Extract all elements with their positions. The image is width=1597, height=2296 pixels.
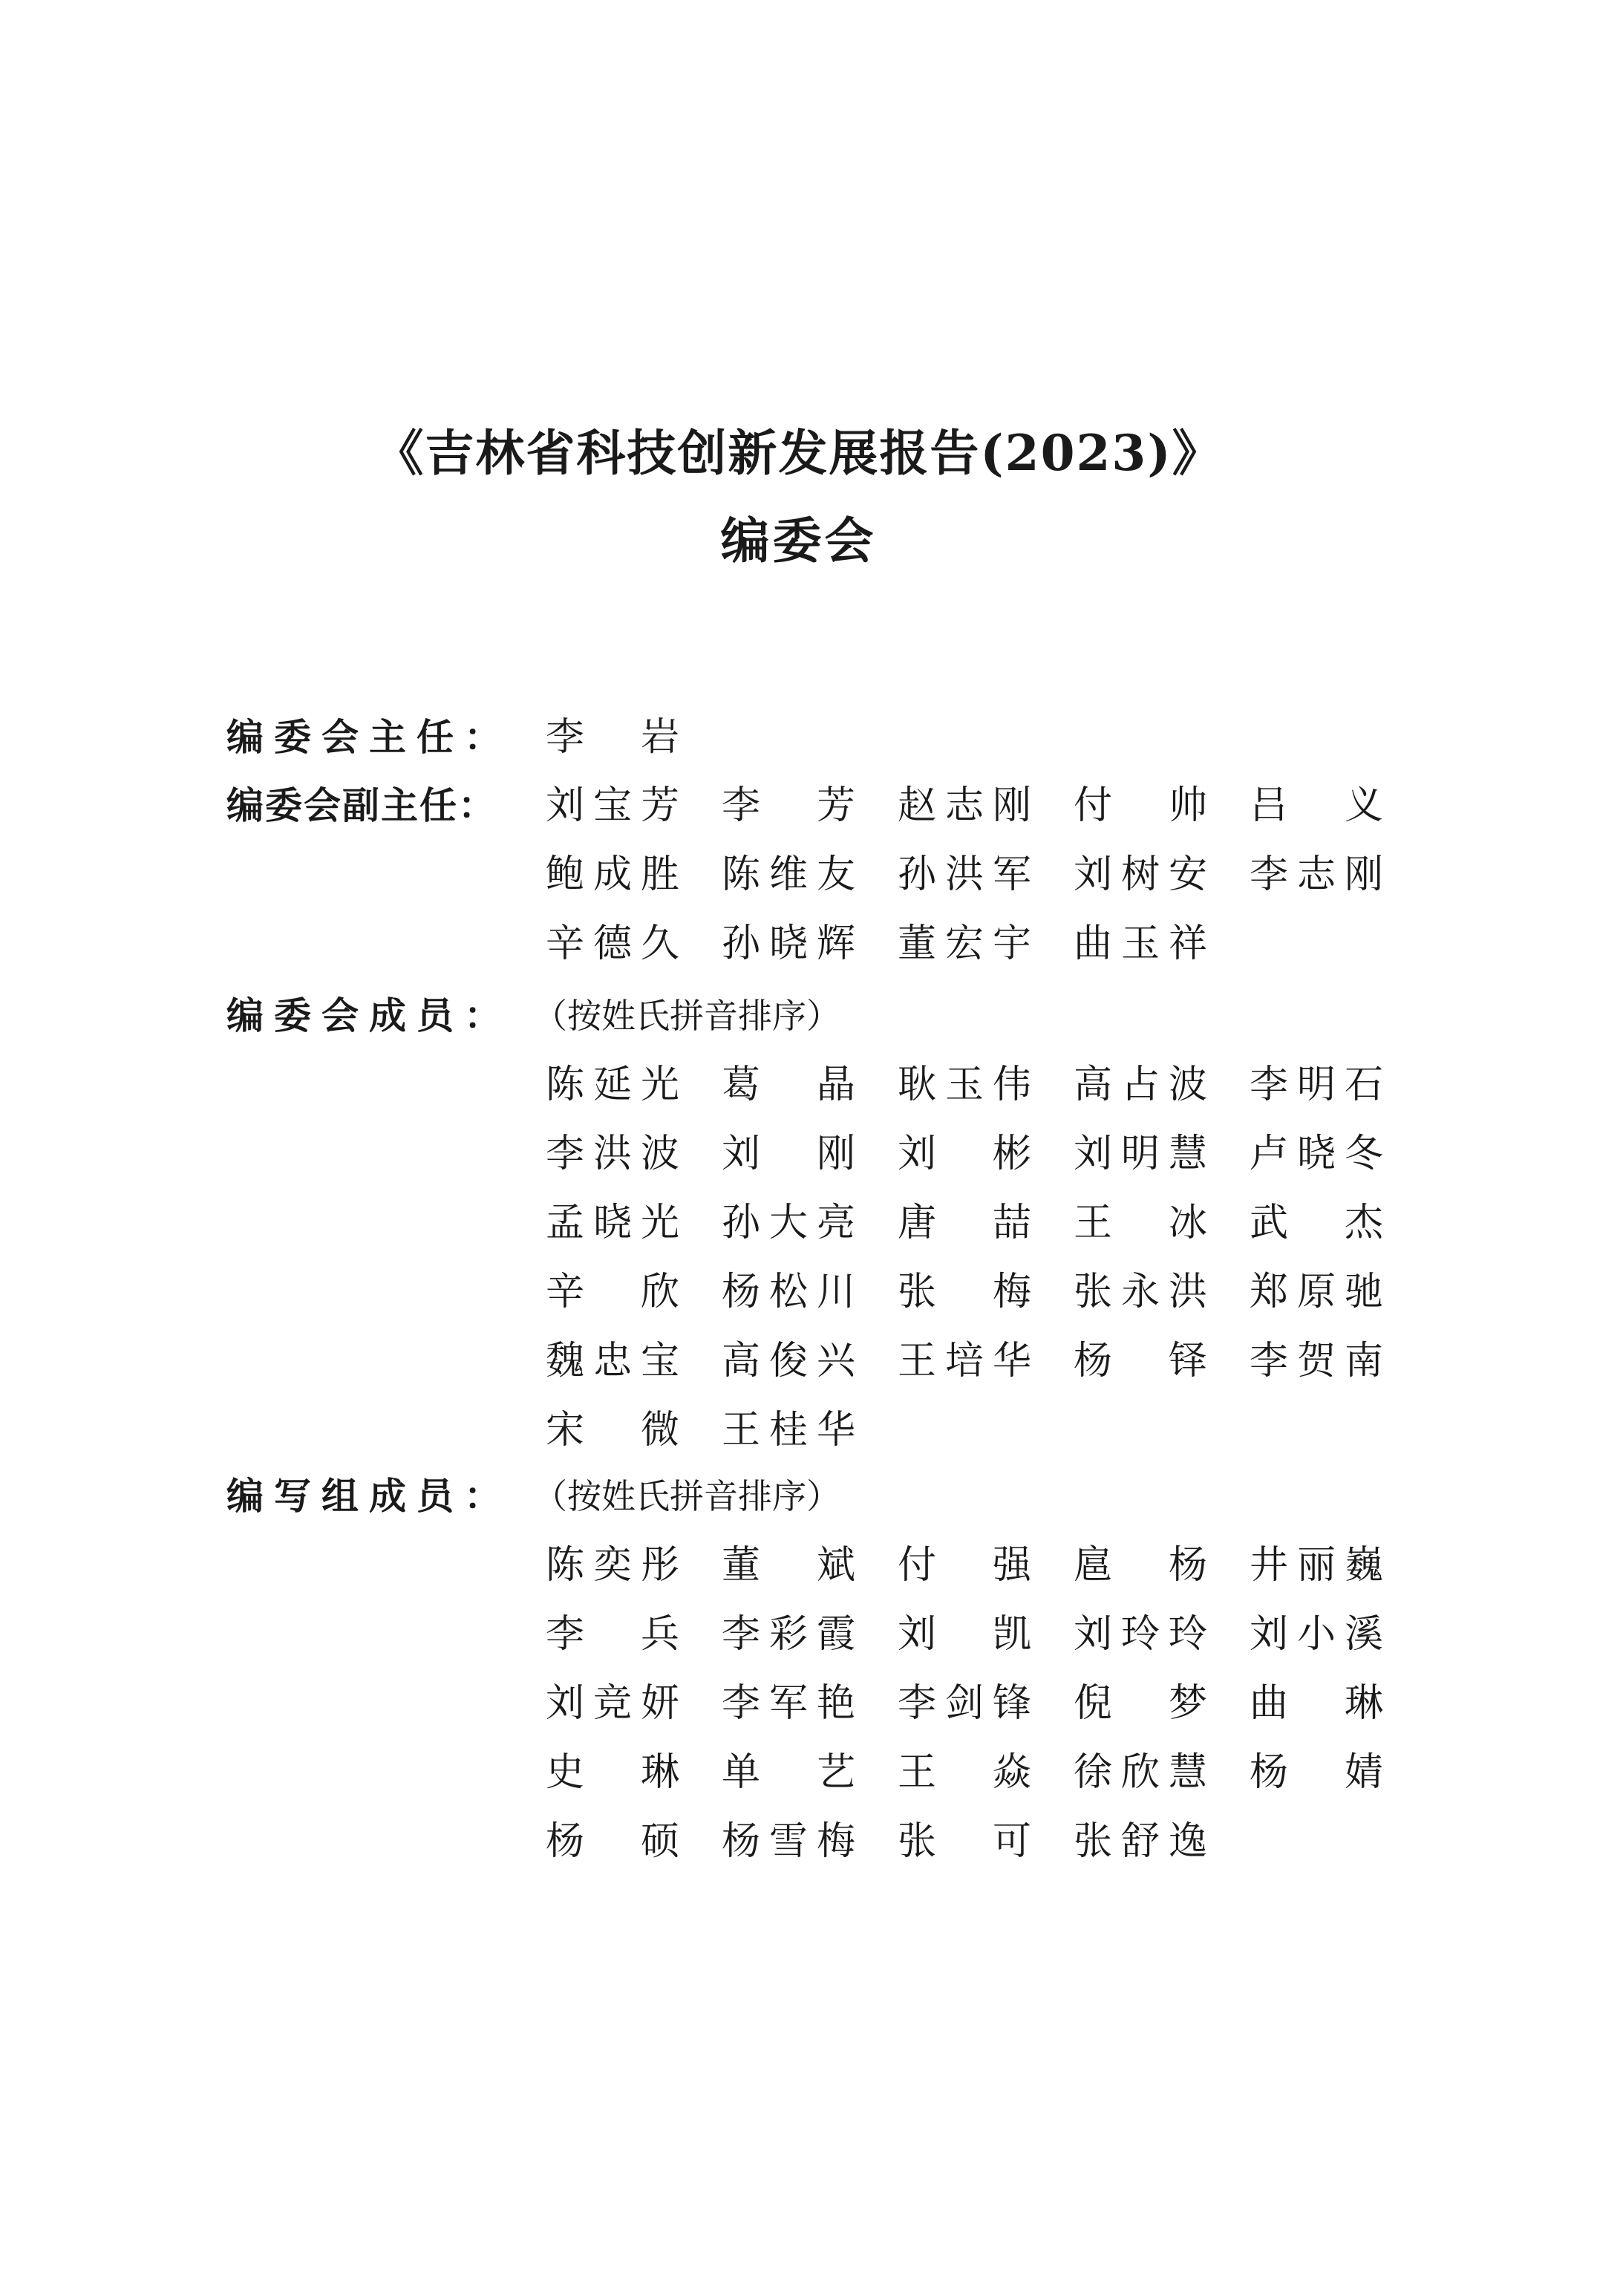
- committee-members-label: 编委会成员：: [226, 994, 512, 1037]
- writing-group-name: 李 彩 霞: [722, 1612, 855, 1657]
- writing-group-name: 李 剑 锋: [898, 1681, 1031, 1726]
- deputy-directors-name: 吕 义: [1250, 783, 1383, 828]
- writing-group-name: 刘 竞 妍: [546, 1681, 679, 1726]
- committee-members-name: 张 梅: [898, 1270, 1031, 1314]
- deputy-directors-name: 董 宏 宇: [898, 922, 1031, 966]
- deputy-directors-name: 赵 志 刚: [898, 783, 1031, 828]
- writing-group-name: 徐 欣 慧: [1074, 1750, 1207, 1795]
- committee-members-name: 唐 喆: [898, 1201, 1031, 1245]
- committee-members-name: 孟 晓 光: [546, 1201, 679, 1245]
- writing-group-name: 倪 梦: [1074, 1681, 1207, 1726]
- committee-members-name: 刘 明 慧: [1074, 1132, 1207, 1176]
- writing-group-name: 扈 杨: [1074, 1543, 1207, 1588]
- writing-group-name: 史 琳: [546, 1750, 679, 1795]
- committee-members-name: 李 洪 波: [546, 1132, 679, 1176]
- deputy-directors-name: 鲍 成 胜: [546, 852, 679, 897]
- writing-group-name: 杨 硕: [546, 1819, 679, 1864]
- committee-members-name: 宋 微: [546, 1408, 679, 1452]
- writing-group-name: 王 焱: [898, 1750, 1031, 1795]
- writing-group-name: 张 可: [898, 1819, 1031, 1864]
- deputy-directors-name: 刘 树 安: [1074, 852, 1207, 897]
- writing-group-name: 刘 凯: [898, 1612, 1031, 1657]
- committee-members-name: 辛 欣: [546, 1270, 679, 1314]
- deputy-directors-label: 编委会副主任：: [226, 784, 497, 827]
- committee-members-name: 张 永 洪: [1074, 1270, 1207, 1314]
- deputy-directors-name: 曲 玉 祥: [1074, 922, 1207, 966]
- writing-group-name: 付 强: [898, 1543, 1031, 1588]
- director-name: 李 岩: [546, 715, 679, 760]
- committee-members-name: 杨 铎: [1074, 1339, 1207, 1383]
- committee-members-note: （按姓氏拼音排序）: [533, 996, 840, 1036]
- writing-group-name: 杨 婧: [1250, 1750, 1383, 1795]
- deputy-directors-name: 孙 洪 军: [898, 852, 1031, 897]
- deputy-directors-name: 孙 晓 辉: [722, 922, 855, 966]
- committee-members-name: 王 培 华: [898, 1339, 1031, 1383]
- writing-group-note: （按姓氏拼音排序）: [533, 1476, 840, 1516]
- writing-group-name: 张 舒 逸: [1074, 1819, 1207, 1864]
- committee-members-name: 刘 刚: [722, 1132, 855, 1176]
- writing-group-name: 井 丽 巍: [1250, 1543, 1383, 1588]
- committee-members-name: 武 杰: [1250, 1201, 1383, 1245]
- deputy-directors-name: 李 芳: [722, 783, 855, 828]
- writing-group-name: 陈 奕 彤: [546, 1543, 679, 1588]
- committee-members-name: 魏 忠 宝: [546, 1339, 679, 1383]
- committee-members-name: 高 占 波: [1074, 1063, 1207, 1107]
- director-label: 编委会主任：: [226, 716, 512, 759]
- committee-members-name: 高 俊 兴: [722, 1339, 855, 1383]
- deputy-directors-name: 刘 宝 芳: [546, 783, 679, 828]
- writing-group-name: 曲 琳: [1250, 1681, 1383, 1726]
- deputy-directors-name: 辛 德 久: [546, 922, 679, 966]
- committee-members-name: 卢 晓 冬: [1250, 1132, 1383, 1176]
- deputy-directors-name: 付 帅: [1074, 783, 1207, 828]
- committee-members-name: 耿 玉 伟: [898, 1063, 1031, 1107]
- writing-group-label: 编写组成员：: [226, 1475, 512, 1518]
- committee-members-name: 郑 原 驰: [1250, 1270, 1383, 1314]
- writing-group-name: 单 艺: [722, 1750, 855, 1795]
- deputy-directors-name: 李 志 刚: [1250, 852, 1383, 897]
- committee-members-name: 刘 彬: [898, 1132, 1031, 1176]
- writing-group-name: 杨 雪 梅: [722, 1819, 855, 1864]
- committee-members-name: 葛 晶: [722, 1063, 855, 1107]
- document-subtitle: 编委会: [720, 512, 877, 570]
- committee-members-name: 李 贺 南: [1250, 1339, 1383, 1383]
- writing-group-name: 刘 玲 玲: [1074, 1612, 1207, 1657]
- committee-members-name: 李 明 石: [1250, 1063, 1383, 1107]
- committee-members-name: 王 桂 华: [722, 1408, 855, 1452]
- committee-members-name: 陈 延 光: [546, 1063, 679, 1107]
- committee-members-name: 王 冰: [1074, 1201, 1207, 1245]
- document-title: 《吉林省科技创新发展报告(2023)》: [374, 424, 1223, 482]
- deputy-directors-name: 陈 维 友: [722, 852, 855, 897]
- writing-group-name: 刘 小 溪: [1250, 1612, 1383, 1657]
- writing-group-name: 李 军 艳: [722, 1681, 855, 1726]
- committee-members-name: 杨 松 川: [722, 1270, 855, 1314]
- writing-group-name: 董 斌: [722, 1543, 855, 1588]
- committee-members-name: 孙 大 亮: [722, 1201, 855, 1245]
- writing-group-name: 李 兵: [546, 1612, 679, 1657]
